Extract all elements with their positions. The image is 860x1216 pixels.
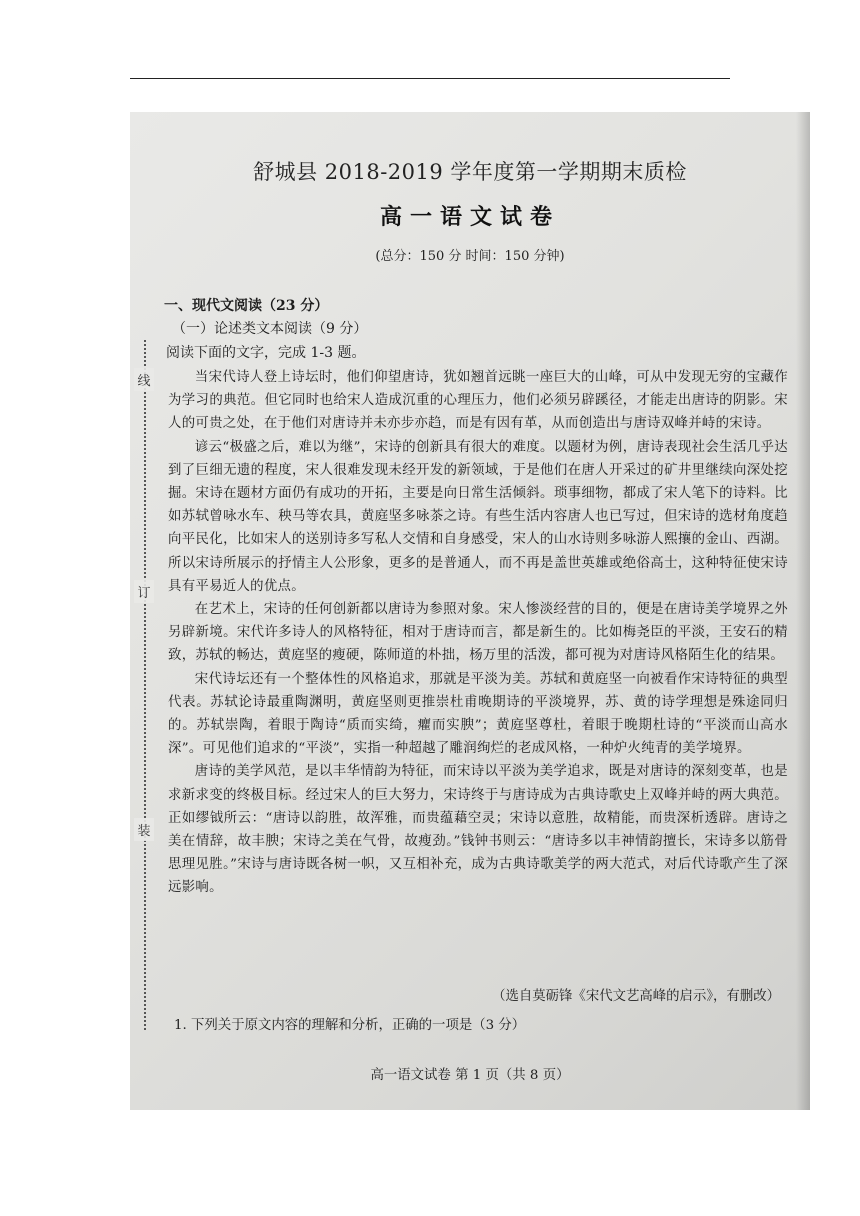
passage-source: （选自莫砺锋《宋代文艺高峰的启示》，有删改） — [492, 989, 780, 1004]
binding-dotted-line — [144, 340, 146, 1030]
section-subheading: （一）论述类文本阅读（9 分） — [172, 321, 368, 337]
question-1: 1. 下列关于原文内容的理解和分析，正确的一项是（3 分） — [174, 1018, 526, 1033]
exam-title: 舒城县 2018-2019 学年度第一学期期末质检 — [253, 160, 687, 184]
passage — [168, 366, 788, 900]
passage-paragraph: 当宋代诗人登上诗坛时，他们仰望唐诗，犹如翘首远眺一座巨大的山峰，可从中发现无穷的宝藏作为学习的典范。但它同时也给宋人造成沉重的心理压力，他们必须另辟蹊径，才能走出唐诗的阴影。宋人的可贵之处，在于他们对唐诗并未亦步亦趋，而是有因有革，从而创造出与唐诗双峰并峙的宋诗。 — [168, 370, 788, 432]
page-footer: 高一语文试卷 第 1 页（共 8 页） — [370, 1068, 570, 1083]
exam-subtitle: 高一语文试卷 — [379, 204, 560, 230]
passage-paragraph: 唐诗的美学风范，是以丰华情韵为特征，而宋诗以平淡为美学追求，既是对唐诗的深刻变革，也是求新求变的终极目标。经过宋人的巨大努力，宋诗终于与唐诗成为古典诗歌史上双峰并峙的两大典范。正如缪钺所云：“唐诗以韵胜，故浑雅，而贵蕴藉空灵；宋诗以意胜，故精能，而贵深析透辟。唐诗之美在情辞，故丰腴；宋诗之美在气骨，故瘦劲。”钱钟书则云：“唐诗多以丰神情韵擅长，宋诗多以筋骨思理见胜。”宋诗与唐诗既各树一帜，又互相补充，成为古典诗歌美学的两大范式，对后代诗歌产生了深远影响。 — [168, 764, 788, 896]
exam-paper-photo — [130, 112, 810, 1110]
passage-paragraph: 在艺术上，宋诗的任何创新都以唐诗为参照对象。宋人惨淡经营的目的，便是在唐诗美学境界之外另辟新境。宋代许多诗人的风格特征，相对于唐诗而言，都是新生的。比如梅尧臣的平淡，王安石的精致，苏轼的畅达，黄庭坚的瘦硬，陈师道的朴拙，杨万里的活泼，都可视为对唐诗风格陌生化的结果。 — [168, 602, 788, 664]
passage-paragraph: 谚云“极盛之后，难以为继”，宋诗的创新具有很大的难度。以题材为例，唐诗表现社会生活几乎达到了巨细无遗的程度，宋人很难发现未经开发的新领域，于是他们在唐人开采过的矿井里继续向深处挖掘。宋诗在题材方面仍有成功的开拓，主要是向日常生活倾斜。琐事细物，都成了宋人笔下的诗料。比如苏轼曾咏水车、秧马等农具，黄庭坚多咏茶之诗。有些生活内容唐人也已写过，但宋诗的选材角度趋向平民化，比如宋人的送别诗多写私人交情和自身感受，宋人的山水诗则多咏游人熙攘的金山、西湖。所以宋诗所展示的抒情主人公形象，更多的是普通人，而不再是盖世英雄或绝俗高士，这种特征使宋诗具有平易近人的优点。 — [168, 439, 788, 594]
section-heading: 一、现代文阅读（23 分） — [164, 298, 329, 314]
binding-char-ding: 订 — [134, 580, 154, 603]
top-rule — [130, 78, 730, 79]
passage-paragraph: 宋代诗坛还有一个整体性的风格追求，那就是平淡为美。苏轼和黄庭坚一向被看作宋诗特征的典型代表。苏轼论诗最重陶渊明，黄庭坚则更推崇杜甫晚期诗的平淡境界，苏、黄的诗学理想是殊途同归的。苏轼崇陶，着眼于陶诗“质而实绮，癯而实腴”；黄庭坚尊杜，着眼于晚期杜诗的“平淡而山高水深”。可见他们追求的“平淡”，实指一种超越了雕润绚烂的老成风格，一种炉火纯青的美学境界。 — [168, 671, 788, 757]
reading-instruction: 阅读下面的文字，完成 1-3 题。 — [166, 345, 366, 361]
binding-char-zhuang: 装 — [134, 818, 154, 841]
exam-meta: (总分：150 分 时间：150 分钟) — [375, 249, 565, 264]
binding-char-xian: 线 — [134, 368, 154, 391]
